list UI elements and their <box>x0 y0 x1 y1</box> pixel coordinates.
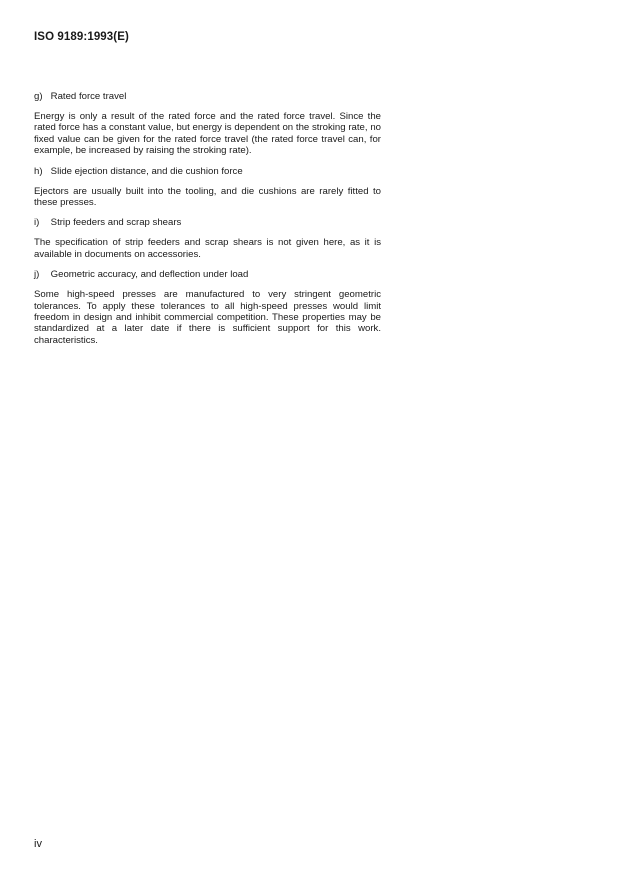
section-heading-j <box>34 269 381 280</box>
document-header: ISO 9189:1993(E) <box>34 31 129 43</box>
section-paragraph-i: The specification of strip feeders and scrap shears is not given here, as it is available in documents on accessories. <box>34 237 381 260</box>
section-paragraph-g: Energy is only a result of the rated force and the rated force travel. Since the rated force has a constant value, but energy is dependent on the stroking rate, no fixed value can be given for the rated force travel (the rated force travel can, for example, be increased by raising the stroking rate). <box>34 111 381 157</box>
page-number: iv <box>34 838 42 850</box>
section-heading-i <box>34 217 381 228</box>
section-paragraph-j: Some high-speed presses are manufactured to very stringent geometric tolerances. To apply these tolerances to all high-speed presses would limit freedom in design and inhibit commercial competition. These properties may be standardized at a later date if there is sufficient support for this work. characteristics. <box>34 289 381 346</box>
item-label: j) <box>34 269 40 281</box>
section-title: Strip feeders and scrap shears <box>50 217 182 229</box>
section-title: Rated force travel <box>50 91 127 102</box>
section-title: Geometric accuracy, and deflection under load <box>50 269 249 281</box>
document-body <box>34 91 381 355</box>
item-label: g) <box>34 91 43 102</box>
section-title: Slide ejection distance, and die cushion force <box>50 165 243 177</box>
item-label: h) <box>34 165 43 177</box>
item-label: i) <box>34 217 40 229</box>
section-heading-g <box>34 91 381 102</box>
section-paragraph-h: Ejectors are usually built into the tooling, and die cushions are rarely fitted to these presses. <box>34 185 381 209</box>
section-heading-h <box>34 166 381 177</box>
